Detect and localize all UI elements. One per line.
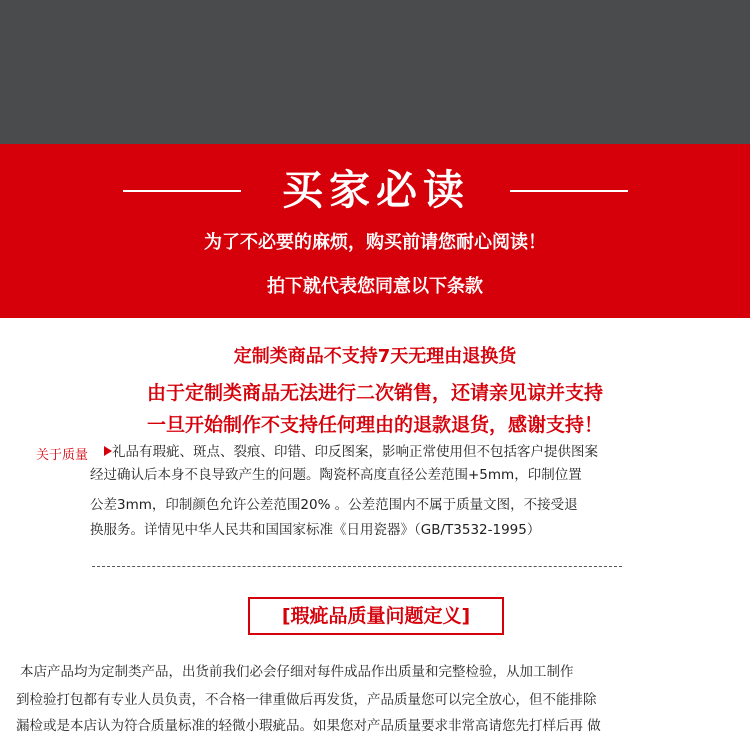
quality-paragraph-line: 经过确认后本身不良导致产生的问题。陶瓷杯高度直径公差范围+5mm，印制位置 [90, 467, 582, 483]
subtitle-read-carefully: 为了不必要的麻烦，购买前请您耐心阅读！ [204, 232, 546, 253]
quality-paragraph-line: 礼品有瑕疵、斑点、裂痕、印错、印反图案，影响正常使用但不包括客户提供图案 [112, 444, 598, 460]
defect-definition-heading: [瑕疵品质量问题定义] [248, 597, 504, 635]
quality-tag: 关于质量 [36, 448, 89, 463]
definition-paragraph-line: 漏检或是本店认为符合质量标准的轻微小瑕疵品。如果您对产品质量要求非常高请您先打样后再 做 [16, 718, 601, 734]
definition-paragraph-line: 本店产品均为定制类产品，出货前我们必会仔细对每件成品作出质量和完整检验，从加工制作 [20, 664, 574, 680]
notice-no-refund: 一旦开始制作不支持任何理由的退款退货，感谢支持！ [146, 414, 603, 436]
dashed-divider [92, 566, 622, 567]
definition-paragraph-line: 到检验打包都有专业人员负责，不合格一律重做后再发货，产品质量您可以完全放心，但不能排除 [16, 692, 597, 708]
title-row [0, 162, 750, 222]
notice-no-return: 定制类商品不支持7天无理由退换货 [233, 346, 517, 367]
arrow-right-icon [104, 446, 112, 456]
quality-paragraph-line: 换服务。详情见中华人民共和国国家标准《日用瓷器》（GB/T3532-1995） [90, 522, 541, 538]
top-banner [0, 0, 750, 144]
quality-paragraph-line: 公差3mm，印制颜色允许公差范围20% 。公差范围内不属于质量文图，不接受退 [90, 497, 578, 513]
subtitle-agreement: 拍下就代表您同意以下条款 [267, 276, 483, 297]
title-divider-left [123, 190, 241, 192]
page-title: 买家必读 [282, 166, 470, 214]
title-divider-right [510, 190, 628, 192]
notice-custom-goods: 由于定制类商品无法进行二次销售，还请亲见谅并支持 [146, 382, 603, 404]
